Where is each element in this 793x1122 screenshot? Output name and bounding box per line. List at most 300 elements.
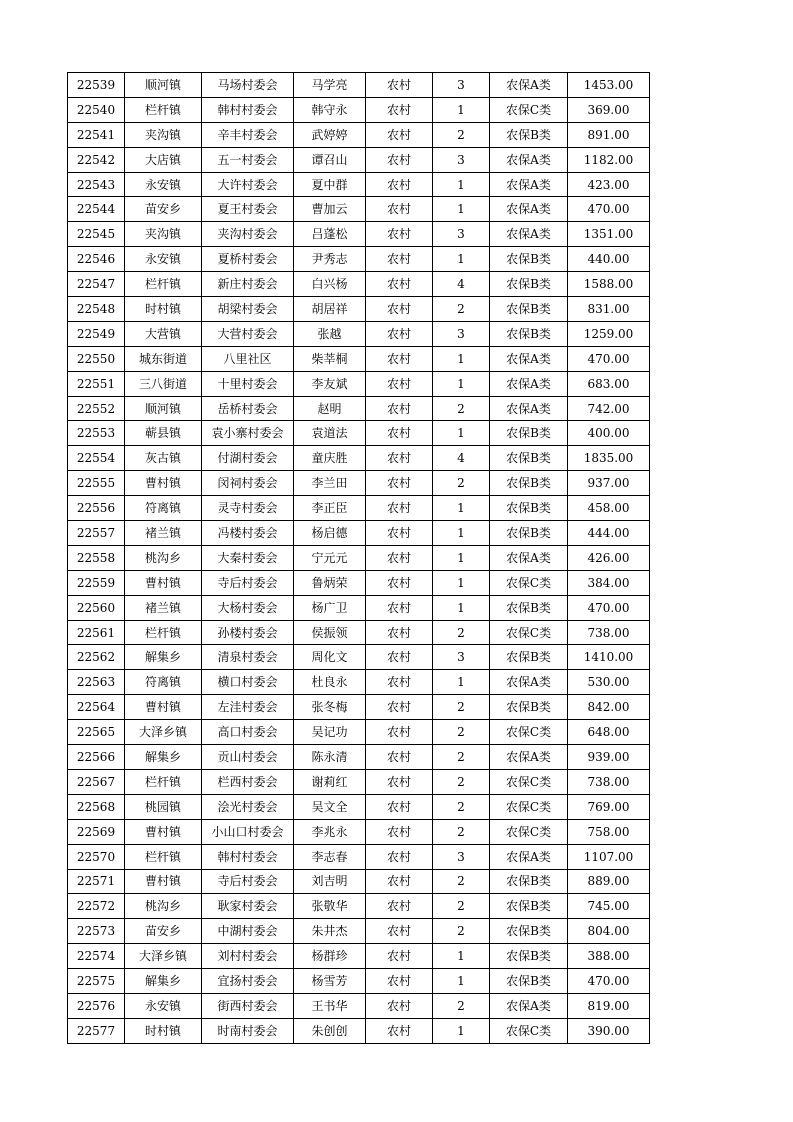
village-cell: 时南村委会 <box>202 1018 294 1043</box>
record-id-cell: 22566 <box>68 745 125 770</box>
insurance-class-cell: 农保C类 <box>490 1018 568 1043</box>
area-type-cell: 农村 <box>366 545 433 570</box>
amount-cell: 384.00 <box>568 570 650 595</box>
town-cell: 曹村镇 <box>125 819 202 844</box>
count-cell: 2 <box>433 993 490 1018</box>
table-row <box>68 745 650 770</box>
count-cell: 4 <box>433 272 490 297</box>
count-cell: 1 <box>433 172 490 197</box>
record-id-cell: 22559 <box>68 570 125 595</box>
village-cell: 岳桥村委会 <box>202 396 294 421</box>
town-cell: 桃沟乡 <box>125 545 202 570</box>
table-row <box>68 595 650 620</box>
village-cell: 袁小寨村委会 <box>202 421 294 446</box>
amount-cell: 470.00 <box>568 197 650 222</box>
village-cell: 高口村委会 <box>202 720 294 745</box>
record-id-cell: 22547 <box>68 272 125 297</box>
record-id-cell: 22552 <box>68 396 125 421</box>
town-cell: 时村镇 <box>125 297 202 322</box>
table-row <box>68 545 650 570</box>
records-table-body <box>68 73 650 1044</box>
insurance-class-cell: 农保A类 <box>490 745 568 770</box>
area-type-cell: 农村 <box>366 272 433 297</box>
count-cell: 3 <box>433 645 490 670</box>
count-cell: 1 <box>433 197 490 222</box>
amount-cell: 530.00 <box>568 670 650 695</box>
count-cell: 1 <box>433 496 490 521</box>
table-row <box>68 869 650 894</box>
area-type-cell: 农村 <box>366 695 433 720</box>
count-cell: 2 <box>433 471 490 496</box>
amount-cell: 831.00 <box>568 297 650 322</box>
town-cell: 永安镇 <box>125 247 202 272</box>
record-id-cell: 22570 <box>68 844 125 869</box>
village-cell: 栏西村委会 <box>202 769 294 794</box>
amount-cell: 804.00 <box>568 919 650 944</box>
amount-cell: 648.00 <box>568 720 650 745</box>
person-name-cell: 谢莉红 <box>294 769 366 794</box>
person-name-cell: 李友斌 <box>294 371 366 396</box>
table-row <box>68 446 650 471</box>
record-id-cell: 22571 <box>68 869 125 894</box>
insurance-class-cell: 农保A类 <box>490 993 568 1018</box>
record-id-cell: 22568 <box>68 794 125 819</box>
amount-cell: 889.00 <box>568 869 650 894</box>
insurance-class-cell: 农保A类 <box>490 670 568 695</box>
record-id-cell: 22577 <box>68 1018 125 1043</box>
table-row <box>68 222 650 247</box>
town-cell: 苗安乡 <box>125 919 202 944</box>
insurance-class-cell: 农保C类 <box>490 720 568 745</box>
record-id-cell: 22574 <box>68 944 125 969</box>
amount-cell: 444.00 <box>568 521 650 546</box>
count-cell: 1 <box>433 521 490 546</box>
village-cell: 辛丰村委会 <box>202 122 294 147</box>
village-cell: 寺后村委会 <box>202 570 294 595</box>
insurance-class-cell: 农保A类 <box>490 222 568 247</box>
town-cell: 符离镇 <box>125 496 202 521</box>
record-id-cell: 22575 <box>68 969 125 994</box>
person-name-cell: 朱井杰 <box>294 919 366 944</box>
insurance-class-cell: 农保B类 <box>490 894 568 919</box>
person-name-cell: 杜良永 <box>294 670 366 695</box>
person-name-cell: 朱创创 <box>294 1018 366 1043</box>
town-cell: 褚兰镇 <box>125 595 202 620</box>
table-row <box>68 894 650 919</box>
person-name-cell: 武婷婷 <box>294 122 366 147</box>
table-row <box>68 496 650 521</box>
town-cell: 曹村镇 <box>125 869 202 894</box>
amount-cell: 470.00 <box>568 346 650 371</box>
record-id-cell: 22539 <box>68 73 125 98</box>
insurance-class-cell: 农保B类 <box>490 919 568 944</box>
insurance-class-cell: 农保A类 <box>490 73 568 98</box>
amount-cell: 388.00 <box>568 944 650 969</box>
area-type-cell: 农村 <box>366 346 433 371</box>
table-row <box>68 147 650 172</box>
table-row <box>68 670 650 695</box>
person-name-cell: 赵明 <box>294 396 366 421</box>
amount-cell: 939.00 <box>568 745 650 770</box>
village-cell: 刘村村委会 <box>202 944 294 969</box>
village-cell: 十里村委会 <box>202 371 294 396</box>
amount-cell: 1588.00 <box>568 272 650 297</box>
village-cell: 大营村委会 <box>202 321 294 346</box>
insurance-class-cell: 农保C类 <box>490 97 568 122</box>
insurance-class-cell: 农保C类 <box>490 794 568 819</box>
town-cell: 曹村镇 <box>125 695 202 720</box>
amount-cell: 683.00 <box>568 371 650 396</box>
insurance-class-cell: 农保B类 <box>490 446 568 471</box>
town-cell: 蕲县镇 <box>125 421 202 446</box>
table-row <box>68 794 650 819</box>
town-cell: 解集乡 <box>125 745 202 770</box>
area-type-cell: 农村 <box>366 396 433 421</box>
insurance-class-cell: 农保A类 <box>490 197 568 222</box>
area-type-cell: 农村 <box>366 919 433 944</box>
table-row <box>68 197 650 222</box>
person-name-cell: 鲁炳荣 <box>294 570 366 595</box>
table-row <box>68 720 650 745</box>
table-row <box>68 321 650 346</box>
area-type-cell: 农村 <box>366 670 433 695</box>
village-cell: 大许村委会 <box>202 172 294 197</box>
insurance-class-cell: 农保B类 <box>490 695 568 720</box>
count-cell: 1 <box>433 1018 490 1043</box>
table-row <box>68 122 650 147</box>
village-cell: 大秦村委会 <box>202 545 294 570</box>
village-cell: 街西村委会 <box>202 993 294 1018</box>
amount-cell: 738.00 <box>568 769 650 794</box>
insurance-class-cell: 农保A类 <box>490 172 568 197</box>
area-type-cell: 农村 <box>366 720 433 745</box>
person-name-cell: 柴莘桐 <box>294 346 366 371</box>
record-id-cell: 22551 <box>68 371 125 396</box>
count-cell: 4 <box>433 446 490 471</box>
area-type-cell: 农村 <box>366 620 433 645</box>
record-id-cell: 22561 <box>68 620 125 645</box>
person-name-cell: 胡居祥 <box>294 297 366 322</box>
insurance-class-cell: 农保B类 <box>490 272 568 297</box>
insurance-class-cell: 农保B类 <box>490 247 568 272</box>
person-name-cell: 刘吉明 <box>294 869 366 894</box>
person-name-cell: 侯振领 <box>294 620 366 645</box>
village-cell: 八里社区 <box>202 346 294 371</box>
town-cell: 栏杆镇 <box>125 620 202 645</box>
count-cell: 2 <box>433 122 490 147</box>
village-cell: 左洼村委会 <box>202 695 294 720</box>
town-cell: 桃沟乡 <box>125 894 202 919</box>
amount-cell: 1835.00 <box>568 446 650 471</box>
insurance-class-cell: 农保B类 <box>490 321 568 346</box>
count-cell: 2 <box>433 919 490 944</box>
town-cell: 顺河镇 <box>125 396 202 421</box>
amount-cell: 1410.00 <box>568 645 650 670</box>
insurance-class-cell: 农保A类 <box>490 371 568 396</box>
amount-cell: 1107.00 <box>568 844 650 869</box>
town-cell: 栏杆镇 <box>125 769 202 794</box>
area-type-cell: 农村 <box>366 471 433 496</box>
amount-cell: 1453.00 <box>568 73 650 98</box>
count-cell: 1 <box>433 247 490 272</box>
area-type-cell: 农村 <box>366 894 433 919</box>
count-cell: 1 <box>433 670 490 695</box>
insurance-class-cell: 农保B类 <box>490 869 568 894</box>
record-id-cell: 22548 <box>68 297 125 322</box>
count-cell: 2 <box>433 620 490 645</box>
area-type-cell: 农村 <box>366 944 433 969</box>
record-id-cell: 22556 <box>68 496 125 521</box>
person-name-cell: 白兴杨 <box>294 272 366 297</box>
village-cell: 中湖村委会 <box>202 919 294 944</box>
insurance-class-cell: 农保B类 <box>490 595 568 620</box>
table-row <box>68 421 650 446</box>
table-row <box>68 570 650 595</box>
person-name-cell: 吴文全 <box>294 794 366 819</box>
town-cell: 三八街道 <box>125 371 202 396</box>
person-name-cell: 尹秀志 <box>294 247 366 272</box>
insurance-class-cell: 农保C类 <box>490 620 568 645</box>
record-id-cell: 22572 <box>68 894 125 919</box>
amount-cell: 742.00 <box>568 396 650 421</box>
record-id-cell: 22567 <box>68 769 125 794</box>
table-row <box>68 297 650 322</box>
count-cell: 2 <box>433 794 490 819</box>
record-id-cell: 22564 <box>68 695 125 720</box>
person-name-cell: 杨群珍 <box>294 944 366 969</box>
amount-cell: 769.00 <box>568 794 650 819</box>
village-cell: 孙楼村委会 <box>202 620 294 645</box>
village-cell: 闵祠村委会 <box>202 471 294 496</box>
amount-cell: 458.00 <box>568 496 650 521</box>
table-row <box>68 993 650 1018</box>
amount-cell: 400.00 <box>568 421 650 446</box>
person-name-cell: 吴记功 <box>294 720 366 745</box>
table-row <box>68 969 650 994</box>
table-row <box>68 819 650 844</box>
count-cell: 2 <box>433 695 490 720</box>
village-cell: 横口村委会 <box>202 670 294 695</box>
person-name-cell: 袁道法 <box>294 421 366 446</box>
insurance-class-cell: 农保A类 <box>490 346 568 371</box>
person-name-cell: 杨广卫 <box>294 595 366 620</box>
person-name-cell: 周化文 <box>294 645 366 670</box>
town-cell: 永安镇 <box>125 993 202 1018</box>
village-cell: 夏桥村委会 <box>202 247 294 272</box>
town-cell: 栏杆镇 <box>125 97 202 122</box>
count-cell: 2 <box>433 396 490 421</box>
count-cell: 1 <box>433 346 490 371</box>
insurance-class-cell: 农保B类 <box>490 421 568 446</box>
insurance-class-cell: 农保B类 <box>490 645 568 670</box>
person-name-cell: 张敬华 <box>294 894 366 919</box>
amount-cell: 842.00 <box>568 695 650 720</box>
amount-cell: 390.00 <box>568 1018 650 1043</box>
town-cell: 解集乡 <box>125 969 202 994</box>
count-cell: 1 <box>433 545 490 570</box>
village-cell: 夹沟村委会 <box>202 222 294 247</box>
table-row <box>68 172 650 197</box>
person-name-cell: 曹加云 <box>294 197 366 222</box>
amount-cell: 470.00 <box>568 969 650 994</box>
table-row <box>68 471 650 496</box>
count-cell: 2 <box>433 819 490 844</box>
insurance-class-cell: 农保B类 <box>490 297 568 322</box>
village-cell: 宜扬村委会 <box>202 969 294 994</box>
village-cell: 灵寺村委会 <box>202 496 294 521</box>
area-type-cell: 农村 <box>366 745 433 770</box>
area-type-cell: 农村 <box>366 222 433 247</box>
area-type-cell: 农村 <box>366 446 433 471</box>
village-cell: 清泉村委会 <box>202 645 294 670</box>
town-cell: 城东街道 <box>125 346 202 371</box>
amount-cell: 738.00 <box>568 620 650 645</box>
count-cell: 2 <box>433 869 490 894</box>
person-name-cell: 童庆胜 <box>294 446 366 471</box>
insurance-class-cell: 农保A类 <box>490 147 568 172</box>
count-cell: 1 <box>433 944 490 969</box>
area-type-cell: 农村 <box>366 172 433 197</box>
town-cell: 褚兰镇 <box>125 521 202 546</box>
record-id-cell: 22565 <box>68 720 125 745</box>
village-cell: 冯楼村委会 <box>202 521 294 546</box>
table-row <box>68 371 650 396</box>
record-id-cell: 22549 <box>68 321 125 346</box>
person-name-cell: 杨雪芳 <box>294 969 366 994</box>
person-name-cell: 陈永清 <box>294 745 366 770</box>
record-id-cell: 22550 <box>68 346 125 371</box>
town-cell: 栏杆镇 <box>125 272 202 297</box>
record-id-cell: 22546 <box>68 247 125 272</box>
area-type-cell: 农村 <box>366 197 433 222</box>
person-name-cell: 杨启德 <box>294 521 366 546</box>
area-type-cell: 农村 <box>366 819 433 844</box>
person-name-cell: 吕蓬松 <box>294 222 366 247</box>
person-name-cell: 李兰田 <box>294 471 366 496</box>
area-type-cell: 农村 <box>366 247 433 272</box>
table-row <box>68 695 650 720</box>
town-cell: 夹沟镇 <box>125 122 202 147</box>
amount-cell: 819.00 <box>568 993 650 1018</box>
count-cell: 2 <box>433 745 490 770</box>
record-id-cell: 22569 <box>68 819 125 844</box>
village-cell: 胡梁村委会 <box>202 297 294 322</box>
amount-cell: 369.00 <box>568 97 650 122</box>
town-cell: 大营镇 <box>125 321 202 346</box>
village-cell: 五一村委会 <box>202 147 294 172</box>
village-cell: 夏王村委会 <box>202 197 294 222</box>
insurance-class-cell: 农保C类 <box>490 570 568 595</box>
table-row <box>68 1018 650 1043</box>
count-cell: 1 <box>433 97 490 122</box>
record-id-cell: 22553 <box>68 421 125 446</box>
person-name-cell: 李志春 <box>294 844 366 869</box>
table-row <box>68 346 650 371</box>
person-name-cell: 王书华 <box>294 993 366 1018</box>
count-cell: 1 <box>433 421 490 446</box>
area-type-cell: 农村 <box>366 1018 433 1043</box>
count-cell: 1 <box>433 969 490 994</box>
town-cell: 曹村镇 <box>125 471 202 496</box>
town-cell: 大泽乡镇 <box>125 944 202 969</box>
table-row <box>68 844 650 869</box>
town-cell: 桃园镇 <box>125 794 202 819</box>
table-row <box>68 919 650 944</box>
record-id-cell: 22554 <box>68 446 125 471</box>
area-type-cell: 农村 <box>366 147 433 172</box>
insurance-class-cell: 农保C类 <box>490 769 568 794</box>
insurance-class-cell: 农保B类 <box>490 496 568 521</box>
area-type-cell: 农村 <box>366 297 433 322</box>
table-row <box>68 769 650 794</box>
person-name-cell: 宁元元 <box>294 545 366 570</box>
area-type-cell: 农村 <box>366 645 433 670</box>
area-type-cell: 农村 <box>366 844 433 869</box>
town-cell: 符离镇 <box>125 670 202 695</box>
table-row <box>68 247 650 272</box>
insurance-class-cell: 农保A类 <box>490 545 568 570</box>
table-row <box>68 620 650 645</box>
amount-cell: 745.00 <box>568 894 650 919</box>
village-cell: 韩村村委会 <box>202 97 294 122</box>
village-cell: 小山口村委会 <box>202 819 294 844</box>
insurance-class-cell: 农保B类 <box>490 521 568 546</box>
amount-cell: 423.00 <box>568 172 650 197</box>
person-name-cell: 马学亮 <box>294 73 366 98</box>
amount-cell: 891.00 <box>568 122 650 147</box>
insurance-class-cell: 农保C类 <box>490 819 568 844</box>
area-type-cell: 农村 <box>366 421 433 446</box>
area-type-cell: 农村 <box>366 371 433 396</box>
village-cell: 马场村委会 <box>202 73 294 98</box>
record-id-cell: 22563 <box>68 670 125 695</box>
town-cell: 大泽乡镇 <box>125 720 202 745</box>
record-id-cell: 22545 <box>68 222 125 247</box>
record-id-cell: 22555 <box>68 471 125 496</box>
insurance-class-cell: 农保B类 <box>490 122 568 147</box>
area-type-cell: 农村 <box>366 769 433 794</box>
count-cell: 3 <box>433 222 490 247</box>
count-cell: 3 <box>433 73 490 98</box>
town-cell: 苗安乡 <box>125 197 202 222</box>
area-type-cell: 农村 <box>366 869 433 894</box>
person-name-cell: 韩守永 <box>294 97 366 122</box>
count-cell: 2 <box>433 769 490 794</box>
insurance-class-cell: 农保B类 <box>490 471 568 496</box>
village-cell: 大杨村委会 <box>202 595 294 620</box>
amount-cell: 1259.00 <box>568 321 650 346</box>
table-row <box>68 272 650 297</box>
amount-cell: 426.00 <box>568 545 650 570</box>
village-cell: 韩村村委会 <box>202 844 294 869</box>
record-id-cell: 22558 <box>68 545 125 570</box>
count-cell: 2 <box>433 297 490 322</box>
area-type-cell: 农村 <box>366 794 433 819</box>
person-name-cell: 谭召山 <box>294 147 366 172</box>
area-type-cell: 农村 <box>366 496 433 521</box>
table-row <box>68 396 650 421</box>
count-cell: 2 <box>433 894 490 919</box>
count-cell: 1 <box>433 570 490 595</box>
area-type-cell: 农村 <box>366 321 433 346</box>
insurance-class-cell: 农保A类 <box>490 396 568 421</box>
record-id-cell: 22544 <box>68 197 125 222</box>
record-id-cell: 22576 <box>68 993 125 1018</box>
record-id-cell: 22573 <box>68 919 125 944</box>
person-name-cell: 夏中群 <box>294 172 366 197</box>
record-id-cell: 22543 <box>68 172 125 197</box>
insurance-class-cell: 农保B类 <box>490 969 568 994</box>
